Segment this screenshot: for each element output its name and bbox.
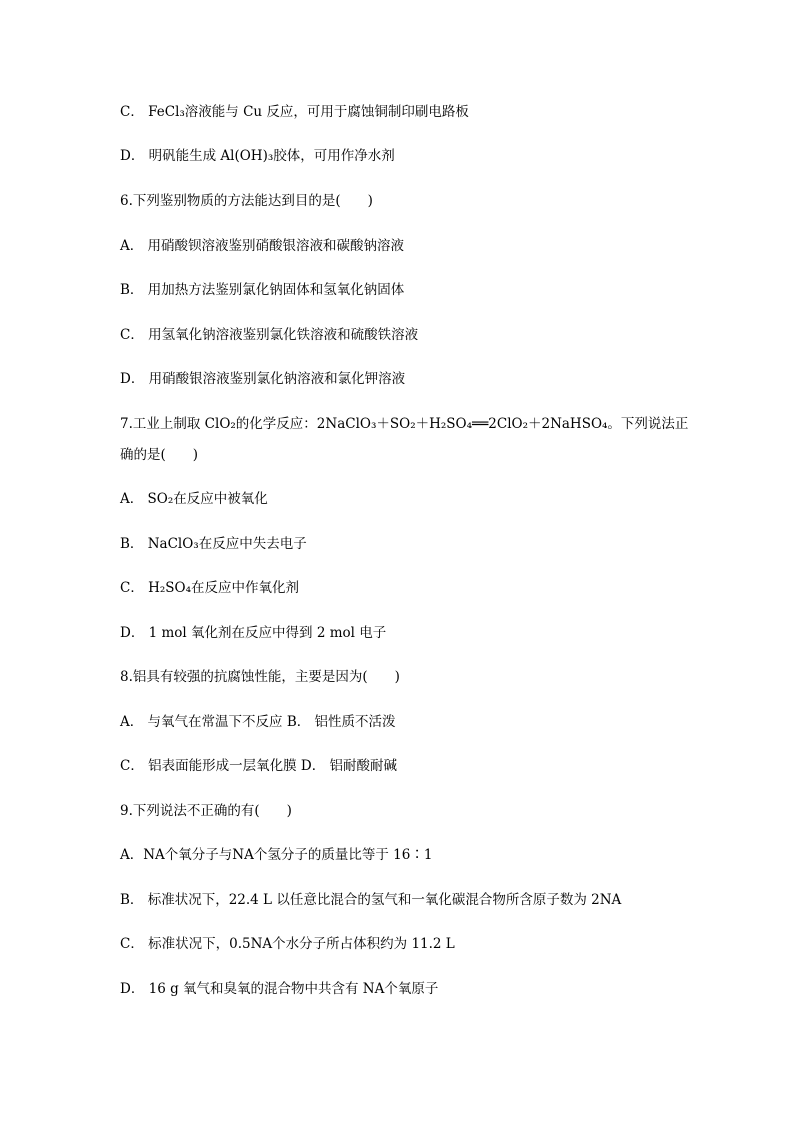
question-6: 6.下列鉴别物质的方法能达到目的是( ) bbox=[120, 193, 373, 209]
option-9c: C． 标准状况下，0.5NA个水分子所占体积约为 11.2 L bbox=[120, 936, 455, 952]
option-6c: C． 用氢氧化钠溶液鉴别氯化铁溶液和硫酸铁溶液 bbox=[120, 327, 419, 343]
question-7: 7.工业上制取 ClO₂的化学反应：2NaClO₃＋SO₂＋H₂SO₄══2ClO₂＋2NaHSO₄。下列说法正 bbox=[120, 416, 689, 432]
option-7b: B． NaClO₃在反应中失去电子 bbox=[120, 536, 307, 552]
option-6d: D． 用硝酸银溶液鉴别氯化钠溶液和氯化钾溶液 bbox=[120, 371, 406, 387]
option-7d: D． 1 mol 氧化剂在反应中得到 2 mol 电子 bbox=[120, 625, 387, 641]
line-d-5: D． 明矾能生成 Al(OH)₃胶体，可用作净水剂 bbox=[120, 148, 395, 164]
option-8ab: A． 与氧气在常温下不反应 B． 铝性质不活泼 bbox=[120, 714, 396, 730]
option-7a: A． SO₂在反应中被氧化 bbox=[120, 491, 268, 507]
question-8: 8.铝具有较强的抗腐蚀性能，主要是因为( ) bbox=[120, 669, 400, 685]
option-6b: B． 用加热方法鉴别氯化钠固体和氢氧化钠固体 bbox=[120, 282, 405, 298]
option-6a: A． 用硝酸钡溶液鉴别硝酸银溶液和碳酸钠溶液 bbox=[120, 238, 405, 254]
option-9a: A．NA个氧分子与NA个氢分子的质量比等于 16∶1 bbox=[120, 847, 433, 863]
option-8cd: C． 铝表面能形成一层氧化膜 D． 铝耐酸耐碱 bbox=[120, 758, 398, 774]
question-9: 9.下列说法不正确的有( ) bbox=[120, 803, 292, 819]
line-c-5: C． FeCl₃溶液能与 Cu 反应，可用于腐蚀铜制印刷电路板 bbox=[120, 104, 469, 120]
option-7c: C． H₂SO₄在反应中作氧化剂 bbox=[120, 580, 300, 596]
question-7-cont: 确的是( ) bbox=[120, 447, 199, 463]
option-9b: B． 标准状况下，22.4 L 以任意比混合的氢气和一氧化碳混合物所含原子数为 2NA bbox=[120, 892, 622, 908]
option-9d: D． 16 g 氧气和臭氧的混合物中共含有 NA个氧原子 bbox=[120, 981, 439, 997]
